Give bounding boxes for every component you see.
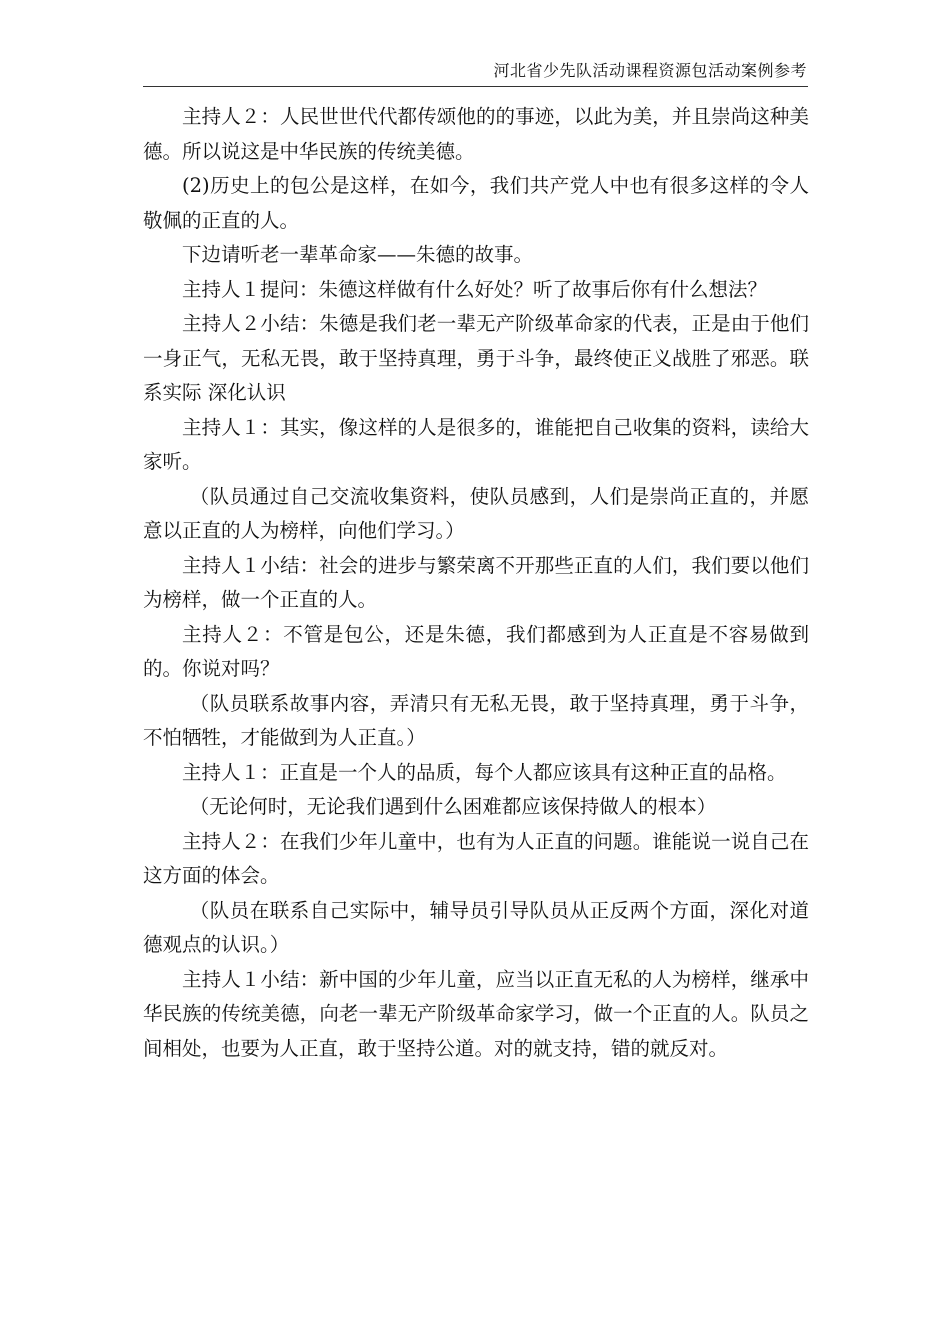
note-paragraph: （队员通过自己交流收集资料，使队员感到，人们是崇尚正直的，并愿意以正直的人为榜样，向他们学习。）	[143, 484, 809, 542]
paragraph: 下边请听老一辈革命家——朱德的故事。	[182, 243, 534, 266]
paragraph: 主持人１小结：社会的进步与繁荣离不开那些正直的人们，我们要以他们为榜样，做一个正直的人。	[143, 553, 809, 611]
paragraph: 主持人１提问：朱德这样做有什么好处？听了故事后你有什么想法？	[182, 277, 768, 301]
paragraph: 主持人１小结：新中国的少年儿童，应当以正直无私的人为榜样，继承中华民族的传统美德，向老一辈无产阶级革命家学习，做一个正直的人。队员之间相处，也要为人正直，敢于坚持公道。对的就支持，错的就反对。	[143, 967, 809, 1060]
paragraph: 主持人２：人民世世代代都传颂他的的事迹，以此为美，并且崇尚这种美德。所以说这是中华民族的传统美德。	[143, 105, 809, 163]
note-paragraph: （队员联系故事内容，弄清只有无私无畏，敢于坚持真理，勇于斗争，不怕牺牲，才能做到为人正直。）	[143, 691, 809, 749]
paragraph: 主持人２小结：朱德是我们老一辈无产阶级革命家的代表，正是由于他们一身正气，无私无畏，敢于坚持真理，勇于斗争，最终使正义战胜了邪恶。联系实际 深化认识	[143, 312, 809, 404]
paragraph: 主持人１：正直是一个人的品质，每个人都应该具有这种正直的品格。	[182, 760, 787, 784]
page-header: 河北省少先队活动课程资源包活动案例参考	[493, 61, 807, 80]
paragraph: 主持人２：在我们少年儿童中，也有为人正直的问题。谁能说一说自己在这方面的体会。	[143, 829, 809, 887]
note-paragraph: （队员在联系自己实际中，辅导员引导队员从正反两个方面，深化对道德观点的认识。）	[143, 898, 809, 956]
document-body	[143, 100, 809, 1066]
header-divider	[143, 86, 808, 87]
paragraph: 主持人２：不管是包公，还是朱德，我们都感到为人正直是不容易做到的。你说对吗？	[143, 622, 809, 680]
paragraph: 主持人１：其实，像这样的人是很多的，谁能把自己收集的资料，读给大家听。	[143, 415, 809, 473]
paragraph: (2)历史上的包公是这样，在如今，我们共产党人中也有很多这样的令人敬佩的正直的人。	[143, 174, 809, 232]
note-paragraph: （无论何时，无论我们遇到什么困难都应该保持做人的根本）	[189, 795, 717, 818]
